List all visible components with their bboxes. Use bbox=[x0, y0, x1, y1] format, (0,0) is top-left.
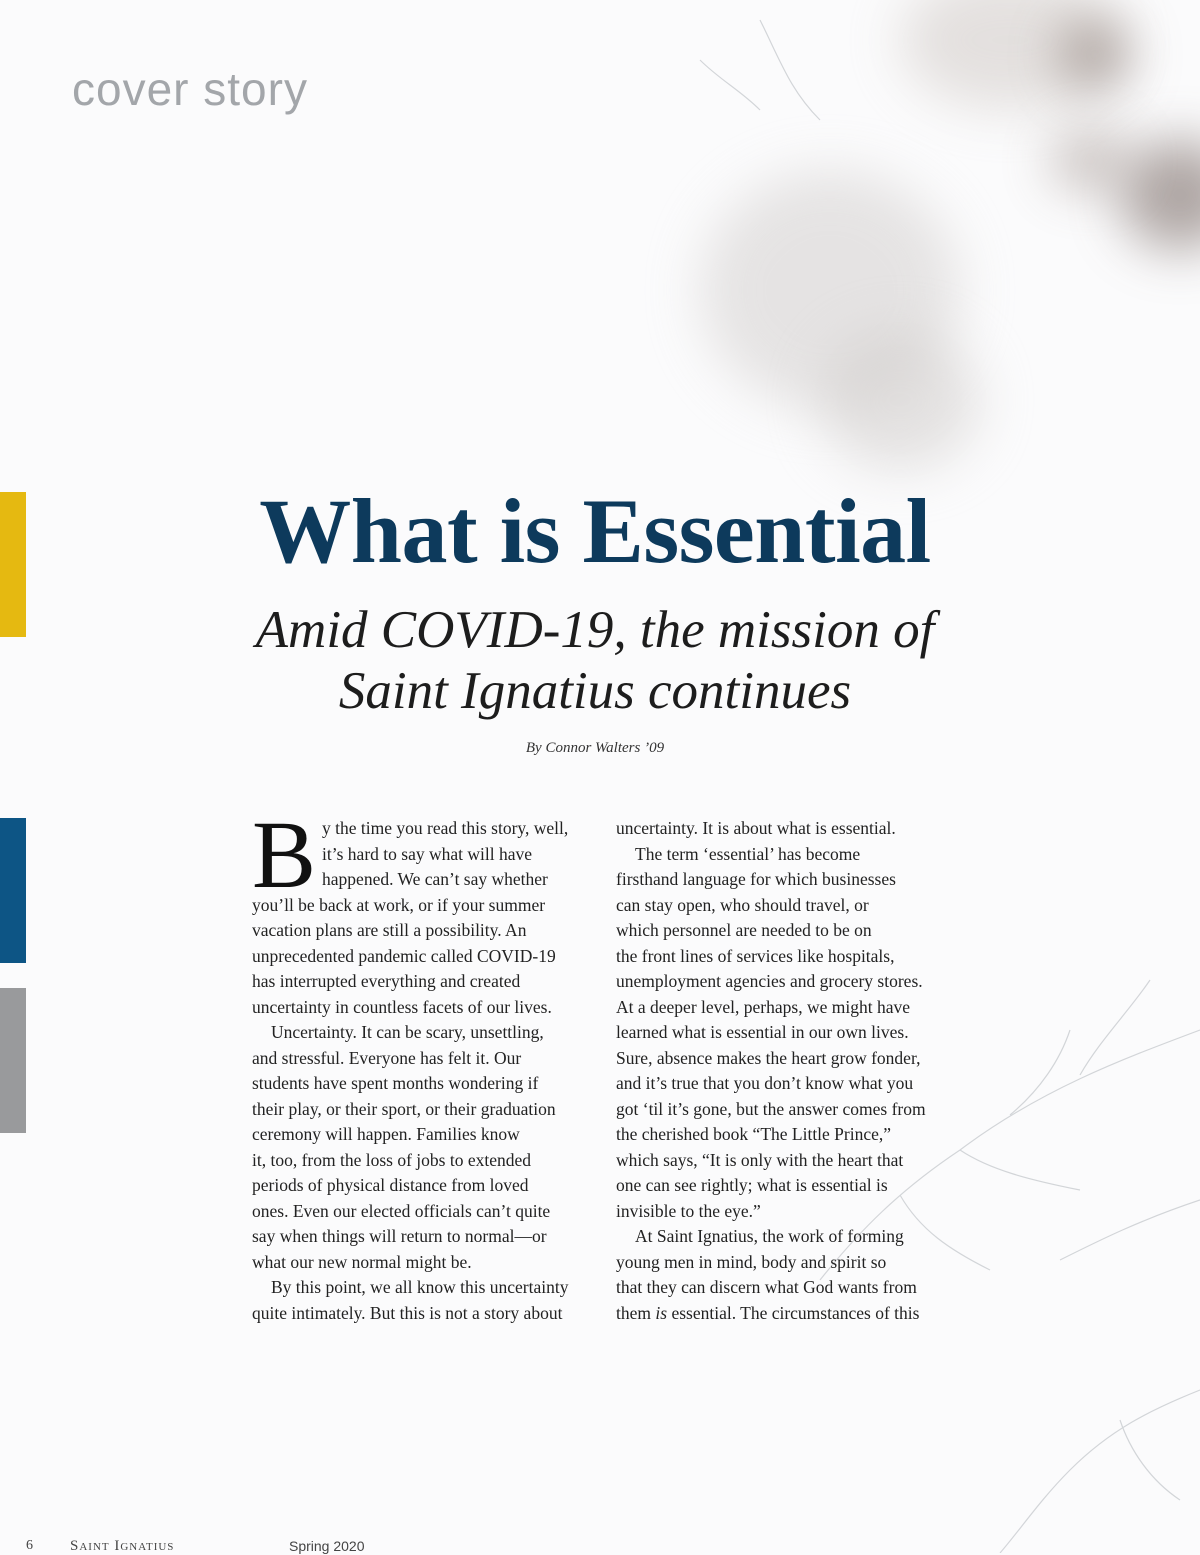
body-line: unprecedented pandemic called COVID-19 bbox=[252, 945, 556, 966]
body-line: quite intimately. But this is not a story about bbox=[252, 1302, 563, 1323]
body-line: learned what is essential in our own lives. bbox=[616, 1022, 909, 1042]
body-line: Sure, absence makes the heart grow fonder, bbox=[616, 1047, 921, 1068]
body-line: you’ll be back at work, or if your summer bbox=[252, 894, 546, 915]
body-line-last bbox=[616, 1301, 956, 1327]
body-line: ceremony will happen. Families know bbox=[252, 1124, 520, 1144]
body-line: it, too, from the loss of jobs to extended bbox=[252, 1149, 531, 1170]
background-blur-shape bbox=[820, 330, 980, 470]
body-line-indented bbox=[252, 1020, 592, 1046]
emphasis-text: is bbox=[655, 1302, 668, 1323]
body-line: one can see rightly; what is essential is bbox=[616, 1175, 888, 1195]
background-blur-shape bbox=[900, 0, 1120, 110]
article-subtitle bbox=[0, 600, 1190, 722]
body-line-indented bbox=[252, 1275, 592, 1301]
body-line: ones. Even our elected officials can’t quite bbox=[252, 1200, 551, 1221]
body-line: the cherished book “The Little Prince,” bbox=[616, 1124, 892, 1144]
body-line: uncertainty. It is about what is essential. bbox=[616, 818, 896, 838]
page-number: 6 bbox=[26, 1538, 33, 1553]
background-blur-shape bbox=[1060, 20, 1130, 90]
body-line: it’s hard to say what will have bbox=[322, 843, 532, 864]
background-blur-shape bbox=[1050, 130, 1130, 190]
body-line-text: By this point, we all know this uncertainty bbox=[271, 1277, 569, 1297]
body-line: which personnel are needed to be on bbox=[616, 920, 872, 940]
body-line-text: them bbox=[616, 1302, 656, 1323]
body-line: what our new normal might be. bbox=[252, 1251, 472, 1272]
article-column-right bbox=[616, 816, 956, 1326]
body-line-text: Uncertainty. It can be scary, unsettling, bbox=[271, 1022, 544, 1042]
body-line: and it’s true that you don’t know what you bbox=[616, 1073, 914, 1093]
magazine-name: Saint Ignatius bbox=[70, 1538, 175, 1554]
body-line: At a deeper level, perhaps, we might have bbox=[616, 996, 910, 1017]
body-line-indented bbox=[616, 842, 956, 868]
accent-bar-gray bbox=[0, 988, 26, 1133]
background-blur-shape bbox=[1120, 140, 1200, 250]
body-line: firsthand language for which businesses bbox=[616, 869, 896, 889]
body-line-text: At Saint Ignatius, the work of forming bbox=[635, 1226, 904, 1246]
body-line: y the time you read this story, well, bbox=[322, 818, 569, 838]
body-line: the front lines of services like hospitals, bbox=[616, 945, 895, 966]
accent-bar-blue bbox=[0, 818, 26, 963]
body-line: say when things will return to normal—or bbox=[252, 1226, 547, 1246]
section-label: cover story bbox=[72, 63, 308, 115]
body-line: vacation plans are still a possibility. An bbox=[252, 920, 527, 940]
body-line: young men in mind, body and spirit so bbox=[616, 1251, 887, 1272]
background-blur-shape bbox=[700, 170, 960, 410]
body-line: invisible to the eye.” bbox=[616, 1200, 761, 1221]
body-line: has interrupted everything and created bbox=[252, 971, 521, 991]
body-line-text: The term ‘essential’ has become bbox=[635, 843, 861, 864]
body-line: got ‘til it’s gone, but the answer comes from bbox=[616, 1098, 926, 1119]
body-line: unemployment agencies and grocery stores. bbox=[616, 971, 923, 991]
issue-date: Spring 2020 bbox=[289, 1538, 365, 1554]
body-line-indented bbox=[616, 1224, 956, 1250]
body-line: their play, or their sport, or their graduation bbox=[252, 1098, 556, 1119]
subtitle-line: Amid COVID-19, the mission of bbox=[255, 601, 935, 659]
byline: By Connor Walters ’09 bbox=[525, 740, 665, 756]
body-line: periods of physical distance from loved bbox=[252, 1175, 529, 1195]
article-column-left bbox=[252, 801, 592, 1326]
body-line: can stay open, who should travel, or bbox=[616, 894, 869, 915]
body-line-text: essential. The circumstances of this bbox=[667, 1302, 920, 1323]
body-line: students have spent months wondering if bbox=[252, 1073, 539, 1093]
body-line: that they can discern what God wants from bbox=[616, 1277, 917, 1297]
article-title: What is Essential bbox=[259, 480, 931, 582]
body-line: uncertainty in countless facets of our lives. bbox=[252, 996, 552, 1017]
body-line: which says, “It is only with the heart that bbox=[616, 1149, 904, 1170]
drop-cap: B bbox=[252, 801, 317, 908]
subtitle-line: Saint Ignatius continues bbox=[338, 662, 852, 720]
body-line: and stressful. Everyone has felt it. Our bbox=[252, 1047, 522, 1068]
body-line: happened. We can’t say whether bbox=[322, 869, 548, 889]
